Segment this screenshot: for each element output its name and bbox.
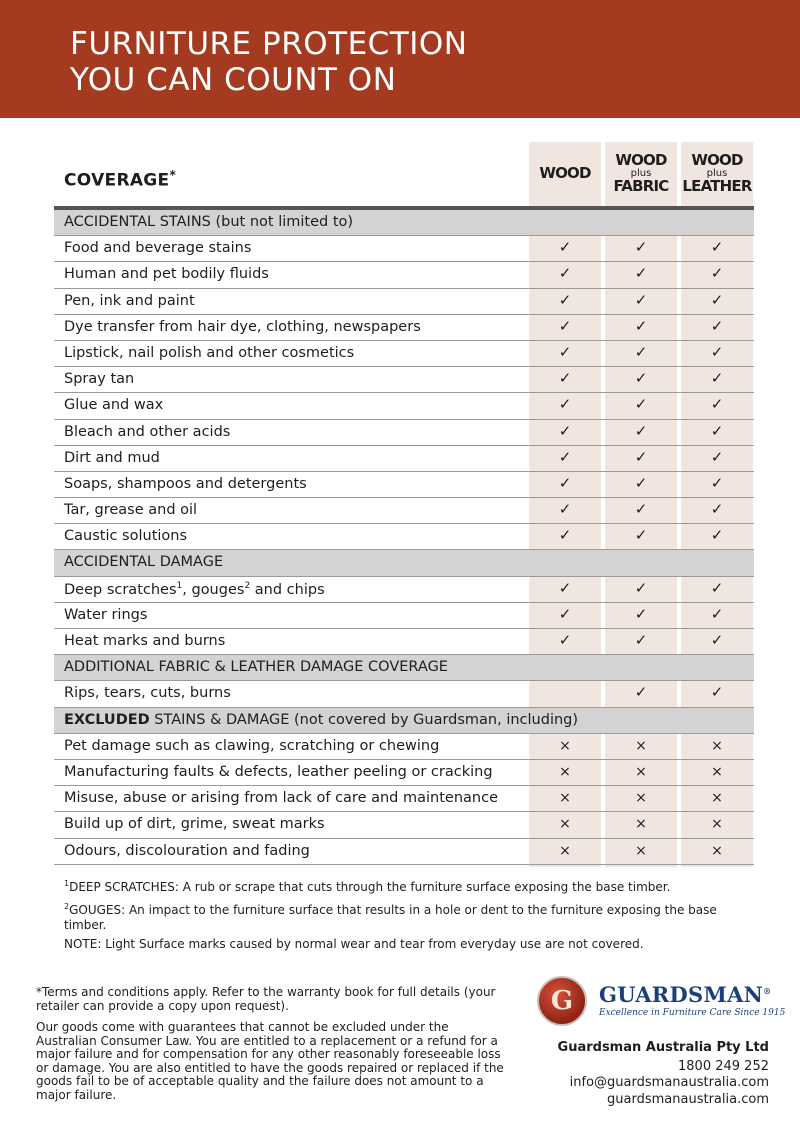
label-text: Water rings: [64, 606, 148, 623]
check-icon: ✓: [558, 447, 572, 466]
guardsman-logo: [537, 976, 786, 1032]
check-icon: ✓: [710, 578, 724, 597]
row-label: [64, 424, 230, 440]
table-row: [54, 367, 754, 393]
table-row: [54, 472, 754, 498]
row-label: [64, 319, 421, 335]
label-text: Dirt and mud: [64, 449, 160, 466]
coverage-note: NOTE: Light Surface marks caused by normal wear and tear from everyday use are not covered.: [64, 937, 644, 951]
cross-icon: ×: [635, 790, 647, 807]
cross-icon: ×: [559, 737, 571, 754]
label-text: Human and pet bodily fluids: [64, 266, 269, 283]
check-icon: ✓: [710, 500, 724, 519]
row-label: [64, 397, 163, 413]
cross-icon: ×: [711, 790, 723, 807]
row-label: [64, 345, 354, 361]
check-icon: ✓: [710, 264, 724, 283]
label-text: Spray tan: [64, 371, 135, 388]
section-header-row: [54, 210, 754, 236]
section-header-row: [54, 550, 754, 576]
column-header-label: WOOD: [539, 163, 591, 182]
section-label-emphasis: EXCLUDED: [64, 711, 150, 728]
contact-block: [558, 1040, 769, 1108]
label-text: Misuse, abuse or arising from lack of care and maintenance: [64, 790, 498, 807]
check-icon: ✓: [558, 316, 572, 335]
check-icon: ✓: [634, 500, 648, 519]
cross-icon: ×: [559, 763, 571, 780]
coverage-heading-text: COVERAGE: [64, 170, 170, 191]
row-label: [64, 843, 310, 859]
check-icon: ✓: [710, 683, 724, 702]
section-header-row: [54, 655, 754, 681]
label-text: Lipstick, nail polish and other cosmetics: [64, 344, 355, 361]
terms-block: [36, 986, 506, 1110]
coverage-heading: [64, 168, 176, 191]
column-header-sublabel: FABRIC: [613, 176, 669, 195]
check-icon: ✓: [558, 264, 572, 283]
check-icon: ✓: [710, 395, 724, 414]
label-text: Rips, tears, cuts, burns: [64, 685, 231, 702]
check-icon: ✓: [558, 604, 572, 623]
row-label: [64, 293, 195, 309]
logo-glyph: G: [550, 986, 574, 1016]
check-icon: ✓: [634, 290, 648, 309]
label-text: ACCIDENTAL DAMAGE: [64, 554, 224, 571]
check-icon: ✓: [634, 473, 648, 492]
row-label: [64, 738, 439, 754]
check-icon: ✓: [634, 316, 648, 335]
check-icon: ✓: [710, 526, 724, 545]
label-text: Bleach and other acids: [64, 423, 231, 440]
row-label: [64, 581, 325, 598]
check-icon: ✓: [558, 526, 572, 545]
logo-tagline: Excellence in Furniture Care Since 1915: [599, 1008, 786, 1018]
column-header-plus: plus: [630, 167, 652, 179]
column-header-wood-fabric: [605, 142, 677, 204]
check-icon: ✓: [710, 290, 724, 309]
table-row: [54, 812, 754, 838]
footnote-1-text: DEEP SCRATCHES: A rub or scrape that cuts through the furniture surface exposing the base timber.: [69, 880, 671, 894]
row-label: [64, 633, 225, 649]
registered-mark: ®: [763, 986, 772, 996]
label-text: ADDITIONAL FABRIC & LEATHER DAMAGE COVERAGE: [64, 659, 448, 676]
check-icon: ✓: [710, 369, 724, 388]
email-link[interactable]: info@guardsmanaustralia.com: [569, 1075, 769, 1090]
column-header-label: WOOD: [691, 150, 743, 169]
title-line-2: YOU CAN COUNT ON: [70, 62, 397, 98]
table-row: [54, 498, 754, 524]
table-row: [54, 603, 754, 629]
check-icon: ✓: [710, 316, 724, 335]
label-text: Tar, grease and oil: [64, 502, 198, 519]
check-icon: ✓: [634, 395, 648, 414]
check-icon: ✓: [558, 421, 572, 440]
cross-icon: ×: [711, 737, 723, 754]
check-icon: ✓: [634, 369, 648, 388]
row-label: [64, 240, 251, 256]
check-icon: ✓: [710, 342, 724, 361]
label-text: Build up of dirt, grime, sweat marks: [64, 816, 325, 833]
check-icon: ✓: [710, 631, 724, 649]
row-label: [64, 607, 147, 623]
row-label: [64, 502, 197, 518]
label-text: Caustic solutions: [64, 528, 188, 545]
table-row: [54, 262, 754, 288]
cross-icon: ×: [635, 737, 647, 754]
column-header-wood-leather: [681, 142, 753, 204]
check-icon: ✓: [558, 500, 572, 519]
label-part: , gouges: [182, 581, 245, 598]
check-icon: ✓: [634, 342, 648, 361]
table-row: [54, 341, 754, 367]
check-icon: ✓: [634, 578, 648, 597]
row-label: [64, 790, 498, 806]
table-row: [54, 786, 754, 812]
check-icon: ✓: [634, 526, 648, 545]
check-icon: ✓: [558, 631, 572, 649]
check-icon: ✓: [634, 683, 648, 702]
cross-icon: ×: [711, 842, 723, 859]
asterisk-mark: *: [169, 168, 177, 182]
footnote-2: [64, 899, 744, 933]
company-name: Guardsman Australia Pty Ltd: [557, 1040, 769, 1055]
label-text: Manufacturing faults & defects, leather peeling or cracking: [64, 763, 493, 780]
logo-name-text: GUARDSMAN: [599, 982, 764, 1007]
footnote-1-marker: 1: [64, 879, 70, 888]
check-icon: ✓: [558, 578, 572, 597]
section-label: [64, 214, 353, 230]
row-label: [64, 685, 231, 701]
section-label: [64, 712, 578, 728]
cross-icon: ×: [711, 763, 723, 780]
column-header-wood: [529, 142, 601, 204]
section-label: [64, 554, 223, 570]
check-icon: ✓: [634, 631, 648, 649]
coverage-table: [54, 210, 754, 865]
website-link[interactable]: guardsmanaustralia.com: [607, 1091, 769, 1107]
table-row: [54, 760, 754, 786]
row-label: [64, 816, 325, 832]
table-row: [54, 420, 754, 446]
label-text: Glue and wax: [64, 397, 164, 414]
label-text: Food and beverage stains: [64, 240, 252, 257]
shield-logo-icon: [537, 976, 587, 1026]
row-label: [64, 764, 493, 780]
check-icon: ✓: [558, 342, 572, 361]
row-label: [64, 528, 187, 544]
row-label: [64, 371, 134, 387]
table-row: [54, 681, 754, 707]
table-row: [54, 629, 754, 655]
table-row: [54, 734, 754, 760]
check-icon: ✓: [710, 421, 724, 440]
cross-icon: ×: [635, 842, 647, 859]
label-text: Pen, ink and paint: [64, 292, 195, 309]
check-icon: ✓: [710, 473, 724, 492]
check-icon: ✓: [558, 395, 572, 414]
check-icon: ✓: [710, 238, 724, 257]
table-row: [54, 524, 754, 550]
footnote-ref: 2: [244, 580, 251, 591]
column-header-sublabel: LEATHER: [682, 176, 752, 195]
check-icon: ✓: [558, 473, 572, 492]
page-title: [70, 26, 467, 98]
label-text: STAINS & DAMAGE (not covered by Guardsman, including): [149, 711, 579, 728]
label-text: Pet damage such as clawing, scratching or chewing: [64, 737, 440, 754]
cross-icon: ×: [635, 816, 647, 833]
table-row: [54, 315, 754, 341]
check-icon: ✓: [558, 369, 572, 388]
cross-icon: ×: [559, 842, 571, 859]
cross-icon: ×: [711, 816, 723, 833]
check-icon: ✓: [634, 604, 648, 623]
section-label: [64, 659, 448, 675]
cross-icon: ×: [559, 816, 571, 833]
title-line-1: FURNITURE PROTECTION: [70, 26, 468, 62]
row-label: [64, 450, 160, 466]
check-icon: ✓: [634, 264, 648, 283]
title-banner: [0, 0, 800, 118]
label-text: Heat marks and burns: [64, 633, 226, 649]
table-row: [54, 446, 754, 472]
footnote-2-marker: 2: [64, 902, 70, 911]
label-text: Soaps, shampoos and detergents: [64, 475, 307, 492]
footnotes: [64, 876, 744, 956]
table-row: [54, 577, 754, 603]
check-icon: ✓: [634, 447, 648, 466]
table-row: [54, 289, 754, 315]
label-text: Odours, discolouration and fading: [64, 842, 310, 859]
check-icon: ✓: [558, 238, 572, 257]
table-row: [54, 393, 754, 419]
column-header-label: WOOD: [615, 150, 667, 169]
check-icon: ✓: [634, 421, 648, 440]
footnote-1: [64, 876, 744, 895]
column-header-plus: plus: [706, 167, 728, 179]
label-part: and chips: [250, 581, 325, 598]
footnote-ref: 1: [176, 580, 183, 591]
check-icon: ✓: [710, 447, 724, 466]
logo-wordmark: [599, 982, 771, 1007]
consumer-law-paragraph: Our goods come with guarantees that cannot be excluded under the Australian Consumer Law. You are entitled to a replacement or a refund for a major failure and for compensation for any other reasonably foreseeable loss or damage. You are also entitled to have the goods repaired or replaced if the goods fail to be of acceptable quality and the failure does not amount to a major failure.: [36, 1020, 504, 1102]
cross-icon: ×: [559, 790, 571, 807]
check-icon: ✓: [634, 238, 648, 257]
label-part: Deep scratches: [64, 581, 177, 598]
footnote-2-text: GOUGES: An impact to the furniture surface that results in a hole or dent to the furniture exposing the base timber.: [64, 903, 717, 932]
label-text: ACCIDENTAL STAINS (but not limited to): [64, 214, 354, 230]
section-header-row: [54, 708, 754, 734]
row-label: [64, 266, 269, 282]
check-icon: ✓: [710, 604, 724, 623]
phone-number: 1800 249 252: [678, 1058, 769, 1074]
table-row: [54, 839, 754, 865]
cross-icon: ×: [635, 763, 647, 780]
check-icon: ✓: [558, 290, 572, 309]
row-label: [64, 476, 307, 492]
label-text: Dye transfer from hair dye, clothing, newspapers: [64, 318, 421, 335]
table-row: [54, 236, 754, 262]
terms-paragraph: *Terms and conditions apply. Refer to the warranty book for full details (your retailer can provide a copy upon request).: [36, 985, 496, 1013]
